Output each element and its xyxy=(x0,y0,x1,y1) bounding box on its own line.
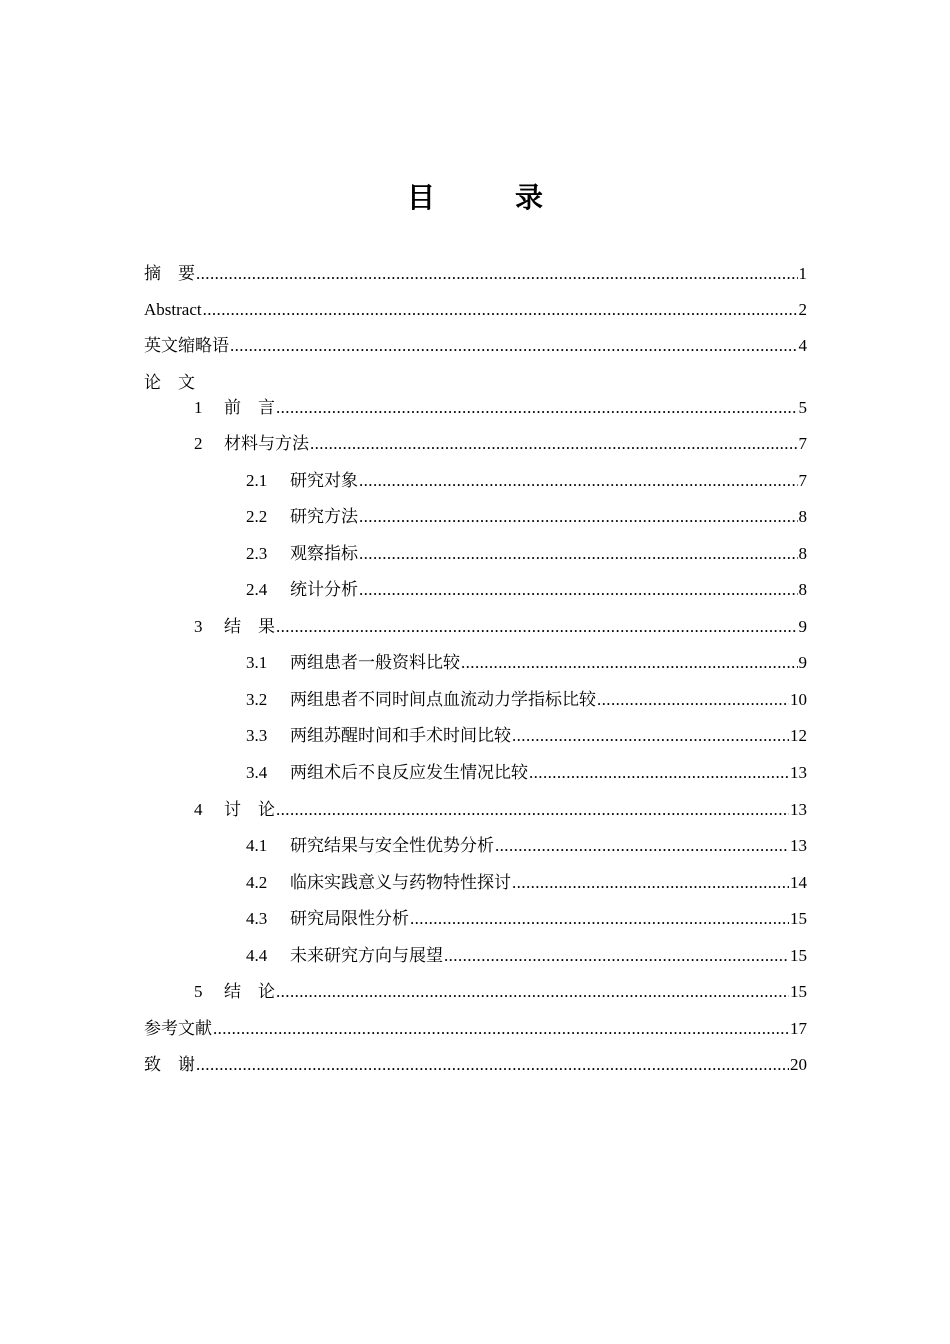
toc-entry-label: 未来研究方向与展望 xyxy=(290,946,443,966)
toc-entry-label: 参考文献 xyxy=(144,1019,212,1039)
toc-entry-2-2[interactable] xyxy=(246,506,807,528)
toc-page-number: 15 xyxy=(790,909,807,928)
toc-leader-dots xyxy=(196,263,798,285)
toc-page-number: 7 xyxy=(798,434,807,453)
toc-entry-label: 讨 论 xyxy=(224,800,275,820)
toc-entry-number: 3 xyxy=(194,617,203,636)
toc-leader-dots xyxy=(276,981,789,1003)
toc-leader-dots xyxy=(276,799,789,821)
toc-entry-label: 两组苏醒时间和手术时间比较 xyxy=(290,726,511,746)
toc-entry-label: 结 论 xyxy=(224,982,275,1002)
toc-entry-2-4[interactable] xyxy=(246,579,807,601)
toc-entry-1[interactable] xyxy=(194,397,807,419)
toc-page-number: 2 xyxy=(798,300,807,319)
toc-entry-label: Abstract xyxy=(144,300,202,319)
toc-entry-3[interactable] xyxy=(194,616,807,638)
toc-entry-label: 观察指标 xyxy=(290,544,358,564)
toc-entry-4-2[interactable] xyxy=(246,872,807,894)
toc-page-number: 4 xyxy=(798,336,807,355)
toc-entry-number: 4.1 xyxy=(246,836,268,855)
toc-page-number: 20 xyxy=(790,1055,807,1074)
toc-entry-number: 2.1 xyxy=(246,471,268,490)
toc-entry-number: 4 xyxy=(194,800,203,819)
toc-page-number: 9 xyxy=(798,617,807,636)
toc-entry-4[interactable] xyxy=(194,799,807,821)
toc-page-number: 8 xyxy=(798,507,807,526)
toc-entry-number: 2.4 xyxy=(246,580,268,599)
toc-leader-dots xyxy=(597,689,789,711)
toc-page-number: 8 xyxy=(798,580,807,599)
toc-leader-dots xyxy=(213,1018,789,1040)
toc-page-number: 12 xyxy=(790,726,807,745)
toc-entry-abstract-en[interactable] xyxy=(144,299,807,321)
toc-entry-number: 4.3 xyxy=(246,909,268,928)
toc-page-number: 8 xyxy=(798,544,807,563)
toc-entry-number: 3.3 xyxy=(246,726,268,745)
toc-leader-dots xyxy=(203,299,798,321)
toc-leader-dots xyxy=(512,725,789,747)
toc-page-number: 15 xyxy=(790,982,807,1001)
toc-entry-label: 前 言 xyxy=(224,398,275,418)
toc-entry-2-3[interactable] xyxy=(246,543,807,565)
toc-title: 目 录 xyxy=(406,181,569,214)
toc-entry-label: 论 文 xyxy=(144,373,195,393)
toc-leader-dots xyxy=(359,506,798,528)
toc-page-number: 17 xyxy=(790,1019,807,1038)
toc-leader-dots xyxy=(196,1054,789,1076)
toc-entry-3-4[interactable] xyxy=(246,762,807,784)
toc-entry-3-3[interactable] xyxy=(246,725,807,747)
toc-entry-2[interactable] xyxy=(194,433,807,455)
toc-page-number: 9 xyxy=(798,653,807,672)
toc-leader-dots xyxy=(359,470,798,492)
toc-entry-number: 5 xyxy=(194,982,203,1001)
toc-entry-number: 2 xyxy=(194,434,203,453)
toc-entry-label: 结 果 xyxy=(224,617,275,637)
toc-entry-number: 1 xyxy=(194,398,203,417)
toc-entry-label: 研究结果与安全性优势分析 xyxy=(290,836,494,856)
toc-entry-5[interactable] xyxy=(194,981,807,1003)
toc-entry-label: 临床实践意义与药物特性探讨 xyxy=(290,873,511,893)
toc-entry-label: 研究局限性分析 xyxy=(290,909,409,929)
toc-page-number: 13 xyxy=(790,836,807,855)
toc-entry-label: 统计分析 xyxy=(290,580,358,600)
toc-entry-number: 2.2 xyxy=(246,507,268,526)
toc-entry-acknowledgements[interactable] xyxy=(144,1054,807,1076)
toc-leader-dots xyxy=(529,762,789,784)
toc-entry-label: 两组患者不同时间点血流动力学指标比较 xyxy=(290,690,596,710)
toc-entry-label: 研究方法 xyxy=(290,507,358,527)
toc-page-number: 5 xyxy=(798,398,807,417)
toc-entry-label: 致 谢 xyxy=(144,1055,195,1075)
toc-page-number: 10 xyxy=(790,690,807,709)
toc-page-number: 13 xyxy=(790,800,807,819)
toc-entry-abbreviations[interactable] xyxy=(144,335,807,357)
toc-entry-4-1[interactable] xyxy=(246,835,807,857)
toc-leader-dots xyxy=(359,543,798,565)
toc-leader-dots xyxy=(461,652,798,674)
toc-entry-label: 研究对象 xyxy=(290,471,358,491)
toc-page-number: 7 xyxy=(798,471,807,490)
toc-entry-number: 4.4 xyxy=(246,946,268,965)
toc-leader-dots xyxy=(410,908,789,930)
toc-entry-3-1[interactable] xyxy=(246,652,807,674)
toc-leader-dots xyxy=(495,835,789,857)
toc-page-number: 15 xyxy=(790,946,807,965)
toc-entry-2-1[interactable] xyxy=(246,470,807,492)
toc-entry-label: 英文缩略语 xyxy=(144,336,229,356)
toc-entry-number: 4.2 xyxy=(246,873,268,892)
toc-entry-references[interactable] xyxy=(144,1018,807,1040)
toc-leader-dots xyxy=(512,872,789,894)
toc-entry-4-4[interactable] xyxy=(246,945,807,967)
toc-entry-number: 3.2 xyxy=(246,690,268,709)
toc-entry-number: 3.1 xyxy=(246,653,268,672)
toc-entry-number: 2.3 xyxy=(246,544,268,563)
toc-page-number: 1 xyxy=(798,264,807,283)
toc-leader-dots xyxy=(444,945,789,967)
toc-page-number: 13 xyxy=(790,763,807,782)
toc-leader-dots xyxy=(310,433,798,455)
toc-entry-abstract-cn[interactable] xyxy=(144,263,807,285)
toc-entry-4-3[interactable] xyxy=(246,908,807,930)
toc-entry-3-2[interactable] xyxy=(246,689,807,711)
toc-entry-label: 材料与方法 xyxy=(224,434,309,454)
toc-leader-dots xyxy=(276,616,798,638)
toc-entry-label: 摘 要 xyxy=(144,264,195,284)
toc-entry-label: 两组术后不良反应发生情况比较 xyxy=(290,763,528,783)
toc-leader-dots xyxy=(230,335,798,357)
toc-section-thesis xyxy=(144,372,195,394)
toc-entry-number: 3.4 xyxy=(246,763,268,782)
toc-page-number: 14 xyxy=(790,873,807,892)
toc-entry-label: 两组患者一般资料比较 xyxy=(290,653,460,673)
toc-leader-dots xyxy=(359,579,798,601)
toc-leader-dots xyxy=(276,397,798,419)
